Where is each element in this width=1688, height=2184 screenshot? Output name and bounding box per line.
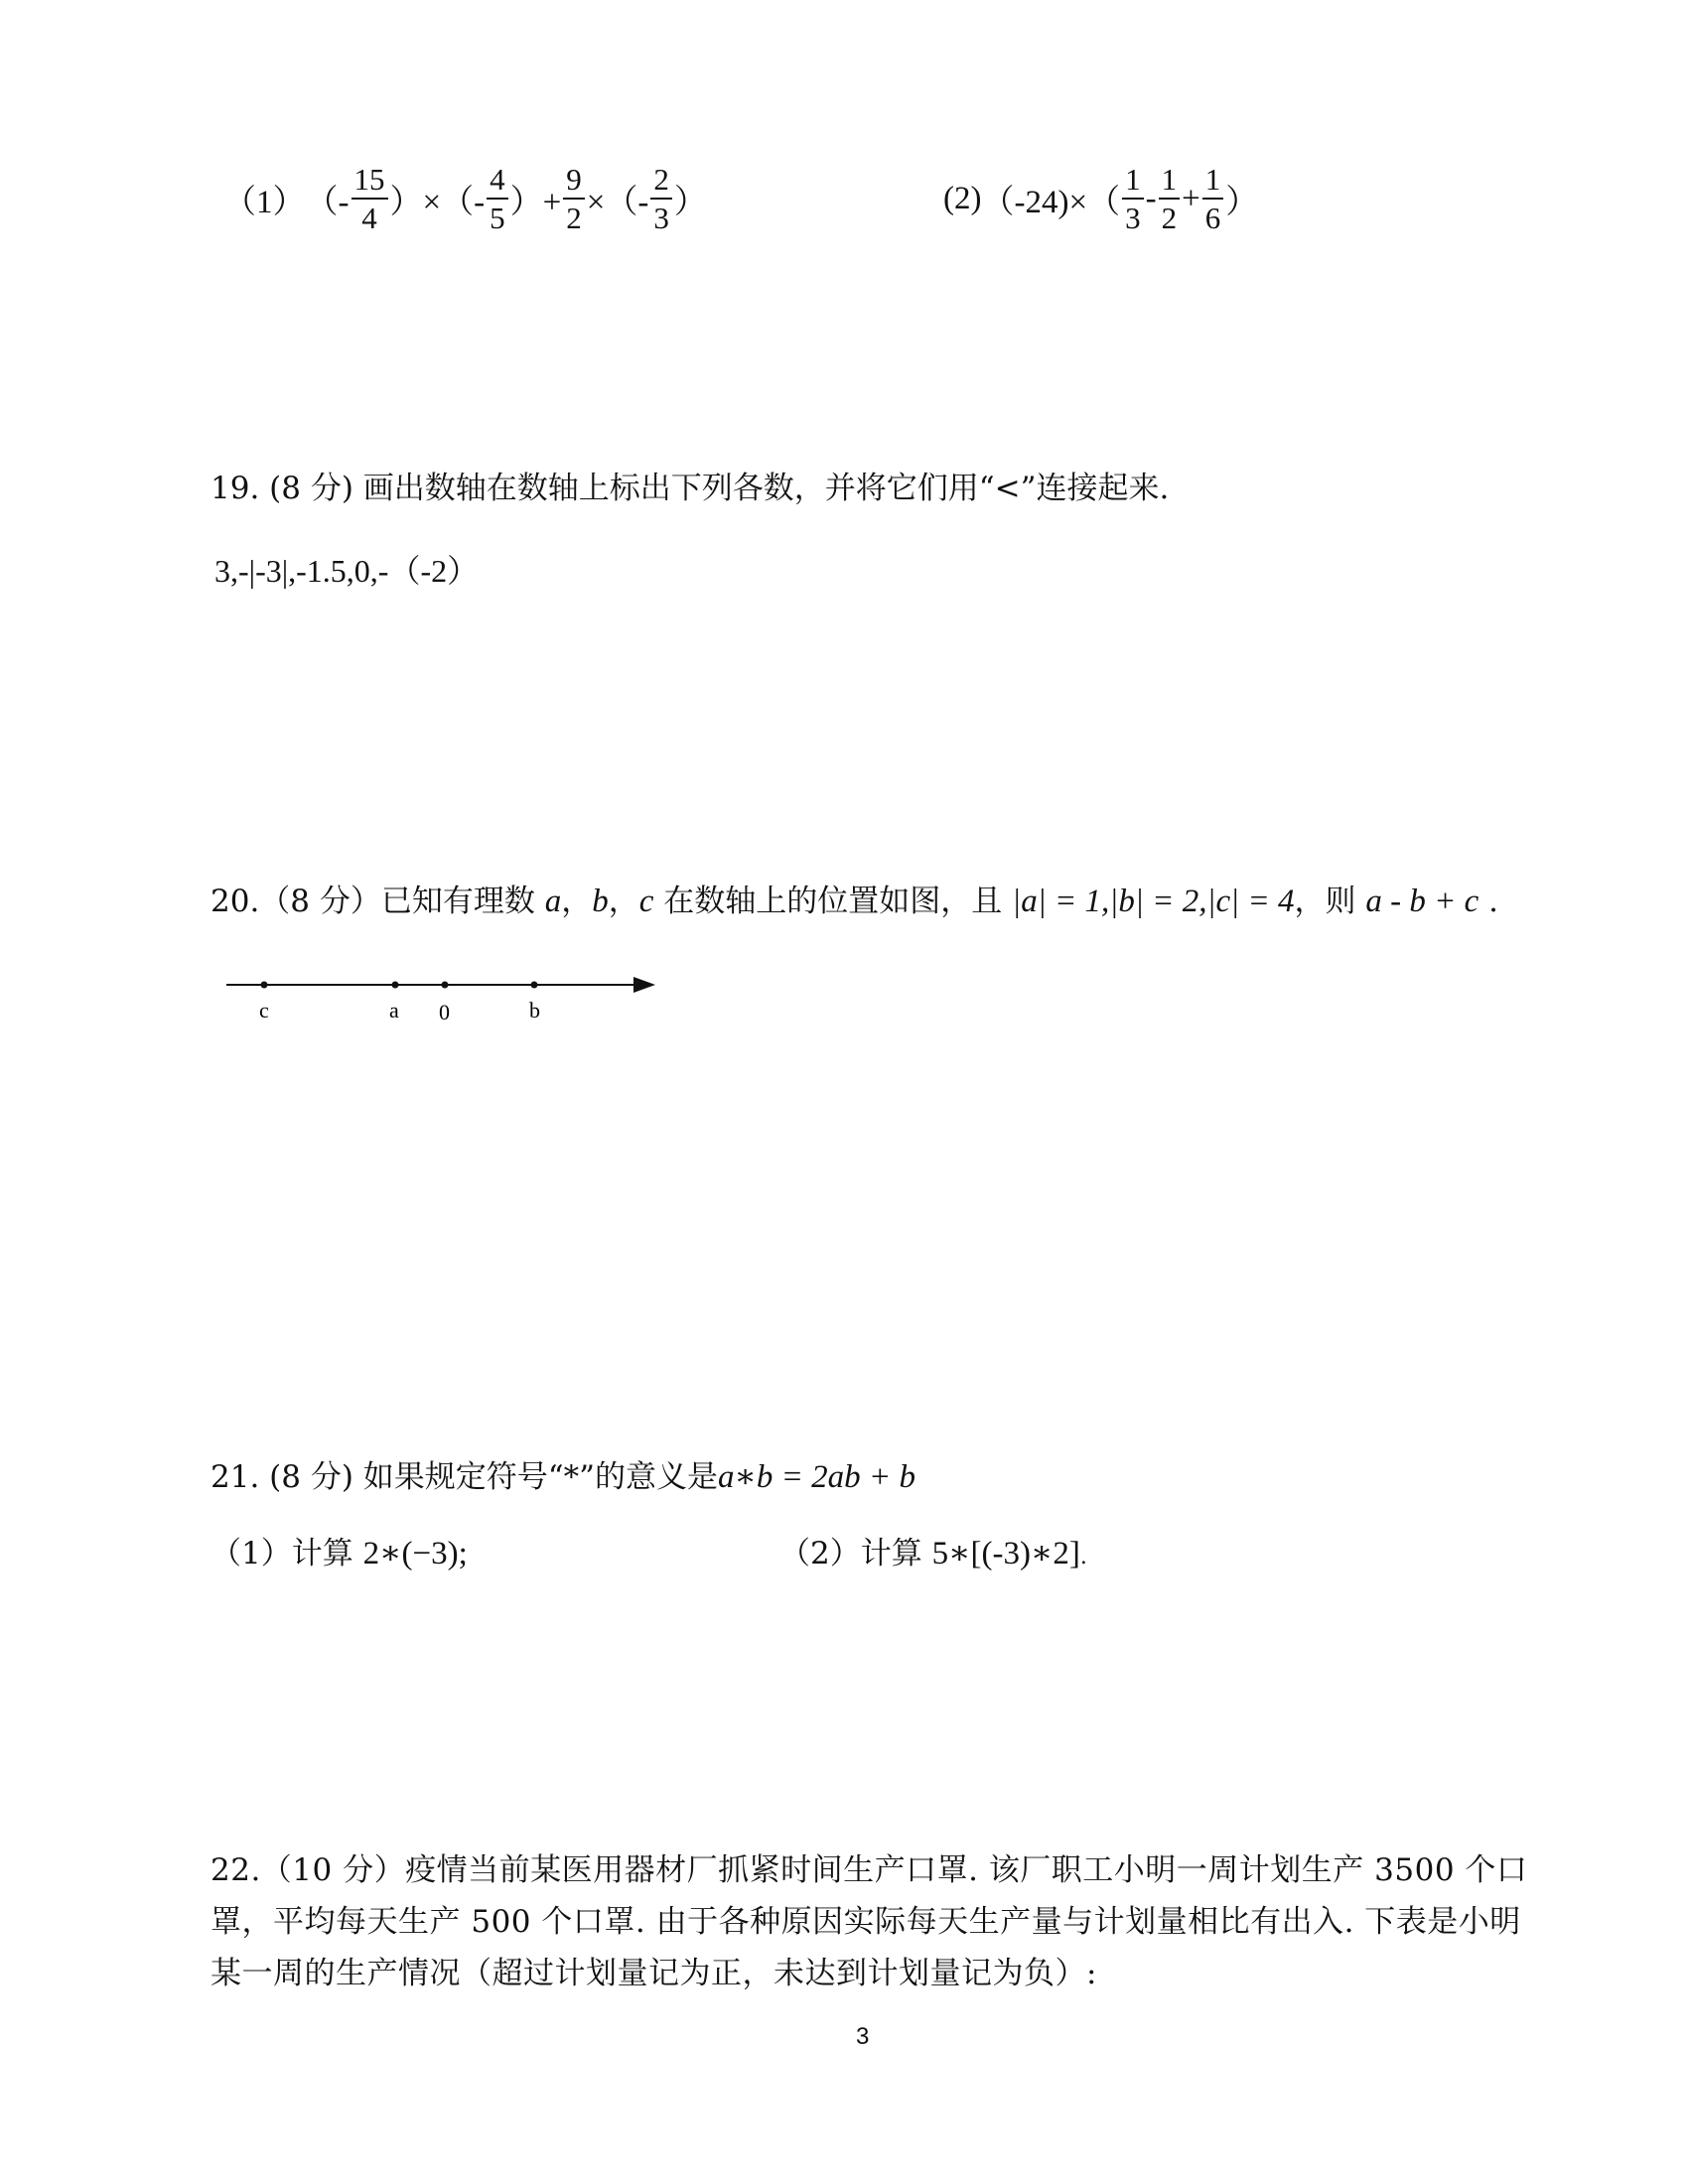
q21-definition: a∗b = 2ab + b xyxy=(717,1459,915,1495)
point-a xyxy=(392,982,399,989)
fraction xyxy=(650,164,672,233)
arrow-right-icon xyxy=(633,977,655,993)
q18-part2-close: ） xyxy=(1225,184,1259,220)
var-b: b xyxy=(592,884,609,919)
q21-title xyxy=(211,1457,915,1497)
page-number: 3 xyxy=(856,2023,870,2050)
denominator: 2 xyxy=(1161,201,1178,235)
label-zero: 0 xyxy=(439,1000,450,1024)
q19-title: 19. (8 分) 画出数轴在数轴上标出下列各数，并将它们用“<”连接起来. xyxy=(211,471,1170,506)
q21-part2-label: （2）计算 xyxy=(779,1536,922,1571)
fraction xyxy=(352,164,388,233)
q20-condition: |a| = 1,|b| = 2,|c| = 4 xyxy=(1012,884,1295,919)
q21-part1 xyxy=(211,1534,468,1573)
separator: ， xyxy=(608,884,639,919)
fraction xyxy=(1202,164,1224,233)
q21-part2 xyxy=(779,1534,1087,1577)
operator: - xyxy=(1145,180,1157,216)
q18-part2 xyxy=(943,159,1258,238)
q18-part1 xyxy=(223,159,707,238)
operator: + xyxy=(1182,180,1200,216)
numerator: 1 xyxy=(1122,164,1144,200)
numerator: 1 xyxy=(1202,164,1224,200)
fraction xyxy=(487,164,508,233)
numerator: 9 xyxy=(563,164,585,200)
q20-expression: a - b + c xyxy=(1365,884,1479,919)
q20-then: ，则 xyxy=(1294,884,1356,919)
label-a: a xyxy=(389,998,399,1023)
fraction xyxy=(1122,164,1144,233)
denominator: 3 xyxy=(1125,201,1141,235)
label-c: c xyxy=(259,998,269,1023)
point-c xyxy=(261,982,268,989)
q18-part1-open: （- xyxy=(305,184,350,220)
q20-statement xyxy=(211,882,1498,921)
numerator: 15 xyxy=(352,164,388,200)
q22-text: 22.（10 分）疫情当前某医用器材厂抓紧时间生产口罩. 该厂职工小明一周计划生产 3500 个口罩，平均每天生产 500 个口罩. 由于各种原因实际每天生产量与计划量相比有出入. 下表是小明某一周的生产情况（超过计划量记为正，未达到计划量记为负）: xyxy=(211,1852,1528,1991)
denominator: 3 xyxy=(653,201,669,235)
fraction xyxy=(1159,164,1181,233)
numerator: 4 xyxy=(487,164,508,200)
fraction xyxy=(563,164,585,233)
operator: ×（- xyxy=(586,184,649,220)
q18-part1-label: （1） xyxy=(223,184,306,220)
q18-part2-label: (2) xyxy=(943,180,982,216)
denominator: 2 xyxy=(566,201,582,235)
operator: ）×（- xyxy=(389,184,486,220)
q21-part1-expression: 2∗(−3); xyxy=(362,1536,468,1571)
q18-part2-open: （-24)×（ xyxy=(981,184,1121,220)
q20-mid: 在数轴上的位置如图，且 xyxy=(663,884,1003,919)
label-b: b xyxy=(529,998,540,1023)
q20-prefix: 20.（8 分）已知有理数 xyxy=(211,884,535,919)
q21-part1-label: （1）计算 xyxy=(211,1536,353,1571)
operator: ）+ xyxy=(509,184,562,220)
q21-title-text: 21. (8 分) 如果规定符号“*”的意义是 xyxy=(211,1459,718,1495)
numerator: 1 xyxy=(1159,164,1181,200)
point-b xyxy=(531,982,538,989)
q21-part2-expression: 5∗[(-3)∗2] xyxy=(931,1536,1080,1571)
var-c: c xyxy=(638,884,654,919)
denominator: 4 xyxy=(361,201,377,235)
denominator: 5 xyxy=(490,201,505,235)
q21-part2-end: . xyxy=(1079,1545,1087,1570)
separator: ， xyxy=(561,884,593,919)
var-a: a xyxy=(544,884,562,919)
q19-numbers: 3,-|-3|,-1.5,0,-（-2） xyxy=(214,553,480,589)
number-line-diagram xyxy=(218,968,665,1027)
numerator: 2 xyxy=(650,164,672,200)
q18-part1-close: ） xyxy=(673,184,707,220)
point-zero xyxy=(442,982,449,989)
q20-end: . xyxy=(1478,884,1498,919)
denominator: 6 xyxy=(1204,201,1221,235)
